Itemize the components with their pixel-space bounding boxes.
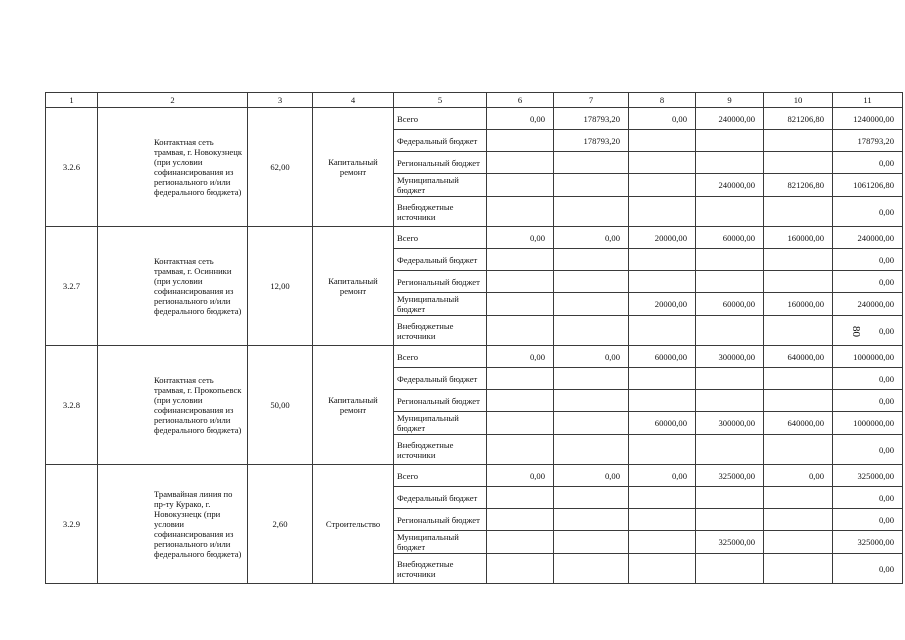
work-type: Капитальный ремонт — [313, 108, 394, 227]
amount-cell — [554, 487, 629, 509]
amount-cell: 325000,00 — [696, 531, 764, 554]
amount-cell: 821206,80 — [764, 108, 833, 130]
table-row — [46, 227, 903, 249]
amount-cell: 821206,80 — [764, 174, 833, 197]
amount-cell: 0,00 — [833, 316, 903, 346]
amount-cell: 640000,00 — [764, 412, 833, 435]
funding-source: Федеральный бюджет — [394, 130, 487, 152]
amount-cell — [696, 130, 764, 152]
amount-cell — [696, 316, 764, 346]
project-name: Контактная сеть трамвая, г. Прокопьевск (при условии софинансирования из регионального и/или федерального бюджета) — [98, 346, 248, 465]
column-number: 6 — [487, 93, 554, 108]
amount-cell: 0,00 — [487, 465, 554, 487]
project-name: Контактная сеть трамвая, г. Новокузнецк (при условии софинансирования из регионального и/или федерального бюджета) — [98, 108, 248, 227]
amount-cell: 0,00 — [554, 346, 629, 368]
amount-cell: 0,00 — [487, 227, 554, 249]
funding-source: Внебюджетные источники — [394, 435, 487, 465]
amount-cell: 178793,20 — [554, 130, 629, 152]
project-length: 12,00 — [248, 227, 313, 346]
amount-cell — [554, 271, 629, 293]
amount-cell — [629, 368, 696, 390]
project-name: Контактная сеть трамвая, г. Осинники (при условии софинансирования из регионального и/или федерального бюджета) — [98, 227, 248, 346]
amount-cell — [696, 554, 764, 584]
amount-cell: 0,00 — [833, 390, 903, 412]
column-number: 5 — [394, 93, 487, 108]
amount-cell: 0,00 — [833, 197, 903, 227]
amount-cell: 1000000,00 — [833, 346, 903, 368]
table-row — [46, 108, 903, 130]
funding-source: Федеральный бюджет — [394, 249, 487, 271]
amount-cell: 160000,00 — [764, 227, 833, 249]
amount-cell: 0,00 — [554, 227, 629, 249]
column-number: 2 — [98, 93, 248, 108]
amount-cell — [696, 435, 764, 465]
amount-cell — [764, 316, 833, 346]
amount-cell: 178793,20 — [554, 108, 629, 130]
amount-cell — [554, 316, 629, 346]
amount-cell: 0,00 — [833, 554, 903, 584]
amount-cell — [487, 197, 554, 227]
amount-cell: 325000,00 — [833, 531, 903, 554]
amount-cell — [487, 249, 554, 271]
amount-cell — [696, 509, 764, 531]
project-number: 3.2.9 — [46, 465, 98, 584]
amount-cell: 640000,00 — [764, 346, 833, 368]
funding-source: Всего — [394, 346, 487, 368]
amount-cell — [487, 509, 554, 531]
amount-cell — [696, 390, 764, 412]
amount-cell — [764, 509, 833, 531]
amount-cell — [487, 152, 554, 174]
amount-cell — [487, 435, 554, 465]
amount-cell: 1240000,00 — [833, 108, 903, 130]
amount-cell — [629, 531, 696, 554]
funding-source: Всего — [394, 227, 487, 249]
amount-cell — [629, 435, 696, 465]
column-number: 8 — [629, 93, 696, 108]
amount-cell: 300000,00 — [696, 412, 764, 435]
amount-cell: 0,00 — [487, 346, 554, 368]
amount-cell — [554, 554, 629, 584]
amount-cell — [487, 487, 554, 509]
amount-cell — [487, 316, 554, 346]
amount-cell — [764, 249, 833, 271]
amount-cell: 1000000,00 — [833, 412, 903, 435]
amount-cell — [554, 435, 629, 465]
amount-cell — [764, 554, 833, 584]
funding-source: Региональный бюджет — [394, 509, 487, 531]
amount-cell: 0,00 — [833, 368, 903, 390]
amount-cell — [487, 271, 554, 293]
amount-cell: 60000,00 — [629, 412, 696, 435]
amount-cell — [554, 293, 629, 316]
project-length: 62,00 — [248, 108, 313, 227]
amount-cell — [629, 316, 696, 346]
column-number: 7 — [554, 93, 629, 108]
project-length: 2,60 — [248, 465, 313, 584]
amount-cell: 325000,00 — [833, 465, 903, 487]
project-number: 3.2.7 — [46, 227, 98, 346]
amount-cell — [696, 249, 764, 271]
amount-cell: 178793,20 — [833, 130, 903, 152]
funding-source: Всего — [394, 465, 487, 487]
amount-cell: 20000,00 — [629, 227, 696, 249]
funding-source: Внебюджетные источники — [394, 316, 487, 346]
funding-source: Федеральный бюджет — [394, 368, 487, 390]
amount-cell — [554, 509, 629, 531]
amount-cell — [554, 197, 629, 227]
amount-cell — [629, 509, 696, 531]
amount-cell: 1061206,80 — [833, 174, 903, 197]
amount-cell — [696, 271, 764, 293]
project-length: 50,00 — [248, 346, 313, 465]
amount-cell — [629, 249, 696, 271]
amount-cell: 0,00 — [833, 152, 903, 174]
amount-cell — [487, 390, 554, 412]
amount-cell — [764, 531, 833, 554]
page-number: 80 — [850, 326, 862, 337]
table-row — [46, 346, 903, 368]
amount-cell — [554, 174, 629, 197]
amount-cell: 60000,00 — [696, 293, 764, 316]
column-number: 4 — [313, 93, 394, 108]
amount-cell — [629, 152, 696, 174]
amount-cell — [629, 390, 696, 412]
amount-cell: 0,00 — [764, 465, 833, 487]
project-name: Трамвайная линия по пр-ту Курако, г. Новокузнецк (при условии софинансирования из регионального и/или федерального бюджета) — [98, 465, 248, 584]
amount-cell: 240000,00 — [696, 174, 764, 197]
amount-cell — [764, 368, 833, 390]
funding-source: Внебюджетные источники — [394, 554, 487, 584]
funding-source: Федеральный бюджет — [394, 487, 487, 509]
amount-cell — [629, 554, 696, 584]
amount-cell — [764, 130, 833, 152]
amount-cell: 60000,00 — [629, 346, 696, 368]
column-number-row — [46, 93, 903, 108]
amount-cell: 0,00 — [554, 465, 629, 487]
amount-cell: 60000,00 — [696, 227, 764, 249]
work-type: Капитальный ремонт — [313, 227, 394, 346]
amount-cell — [487, 368, 554, 390]
amount-cell — [487, 531, 554, 554]
amount-cell: 20000,00 — [629, 293, 696, 316]
amount-cell — [696, 197, 764, 227]
column-number: 10 — [764, 93, 833, 108]
project-number: 3.2.8 — [46, 346, 98, 465]
amount-cell — [629, 197, 696, 227]
work-type: Капитальный ремонт — [313, 346, 394, 465]
amount-cell: 0,00 — [487, 108, 554, 130]
amount-cell: 240000,00 — [833, 293, 903, 316]
table-row — [46, 465, 903, 487]
amount-cell — [487, 412, 554, 435]
amount-cell — [696, 152, 764, 174]
column-number: 9 — [696, 93, 764, 108]
funding-source: Муниципальный бюджет — [394, 412, 487, 435]
amount-cell: 240000,00 — [833, 227, 903, 249]
funding-source: Внебюджетные источники — [394, 197, 487, 227]
amount-cell: 0,00 — [833, 435, 903, 465]
amount-cell — [554, 531, 629, 554]
amount-cell: 0,00 — [833, 509, 903, 531]
amount-cell — [554, 152, 629, 174]
amount-cell — [764, 152, 833, 174]
amount-cell: 0,00 — [629, 465, 696, 487]
amount-cell: 0,00 — [833, 271, 903, 293]
funding-source: Региональный бюджет — [394, 390, 487, 412]
amount-cell — [487, 293, 554, 316]
amount-cell — [629, 130, 696, 152]
budget-table — [45, 92, 903, 584]
amount-cell — [554, 368, 629, 390]
amount-cell — [696, 368, 764, 390]
amount-cell: 0,00 — [833, 487, 903, 509]
amount-cell: 240000,00 — [696, 108, 764, 130]
work-type: Строительство — [313, 465, 394, 584]
amount-cell — [487, 174, 554, 197]
amount-cell: 0,00 — [833, 249, 903, 271]
funding-source: Региональный бюджет — [394, 152, 487, 174]
amount-cell — [629, 271, 696, 293]
amount-cell: 300000,00 — [696, 346, 764, 368]
amount-cell — [764, 487, 833, 509]
amount-cell — [554, 412, 629, 435]
project-number: 3.2.6 — [46, 108, 98, 227]
column-number: 1 — [46, 93, 98, 108]
amount-cell: 325000,00 — [696, 465, 764, 487]
amount-cell — [764, 435, 833, 465]
amount-cell — [764, 197, 833, 227]
funding-source: Всего — [394, 108, 487, 130]
amount-cell — [487, 554, 554, 584]
amount-cell: 0,00 — [629, 108, 696, 130]
amount-cell — [629, 174, 696, 197]
amount-cell — [696, 487, 764, 509]
amount-cell — [487, 130, 554, 152]
amount-cell — [554, 249, 629, 271]
column-number: 11 — [833, 93, 903, 108]
amount-cell — [554, 390, 629, 412]
amount-cell — [764, 271, 833, 293]
funding-source: Региональный бюджет — [394, 271, 487, 293]
funding-source: Муниципальный бюджет — [394, 531, 487, 554]
amount-cell — [629, 487, 696, 509]
funding-source: Муниципальный бюджет — [394, 174, 487, 197]
amount-cell — [764, 390, 833, 412]
funding-source: Муниципальный бюджет — [394, 293, 487, 316]
amount-cell: 160000,00 — [764, 293, 833, 316]
column-number: 3 — [248, 93, 313, 108]
